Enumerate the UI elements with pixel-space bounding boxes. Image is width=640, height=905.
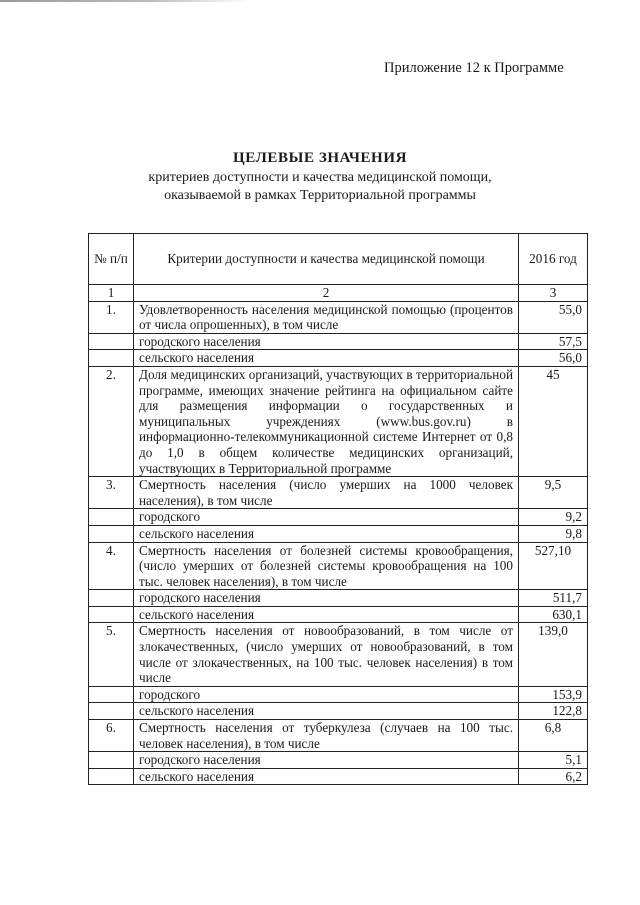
appendix-label: Приложение 12 к Программе <box>384 60 564 76</box>
table-index-row <box>89 285 588 302</box>
table-row <box>89 509 588 526</box>
row-criteria: городского <box>134 509 519 526</box>
row-num <box>89 509 134 526</box>
row-value: 511,7 <box>519 590 588 607</box>
row-num: 4. <box>89 542 134 590</box>
table-row <box>89 752 588 769</box>
table-row <box>89 720 588 752</box>
row-criteria: городского <box>134 686 519 703</box>
row-value: 6,8 <box>519 720 588 752</box>
row-value: 9,8 <box>519 525 588 542</box>
table-row <box>89 301 588 333</box>
row-value: 122,8 <box>519 703 588 720</box>
row-criteria: сельского населения <box>134 525 519 542</box>
row-num: 3. <box>89 477 134 509</box>
row-num <box>89 333 134 350</box>
row-num <box>89 686 134 703</box>
row-value: 153,9 <box>519 686 588 703</box>
row-criteria: городского населения <box>134 333 519 350</box>
row-criteria: сельского населения <box>134 606 519 623</box>
document-title: ЦЕЛЕВЫЕ ЗНАЧЕНИЯ <box>232 150 408 166</box>
header-criteria: Критерии доступности и качества медицинской помощи <box>134 234 519 285</box>
table-row <box>89 350 588 367</box>
row-num: 6. <box>89 720 134 752</box>
row-value: 6,2 <box>519 768 588 785</box>
table-row <box>89 703 588 720</box>
row-value: 56,0 <box>519 350 588 367</box>
index-cell-3: 3 <box>519 285 588 302</box>
header-year: 2016 год <box>519 234 588 285</box>
document-subtitle-line-1: критериев доступности и качества медицинской помощи, <box>148 170 492 185</box>
row-criteria: Смертность населения от новообразований, в том числе от злокачественных, (число умерших от новообразований, в том числе от злокачественных, на 100 тыс. человек населения) в том числе <box>134 623 519 686</box>
row-num <box>89 752 134 769</box>
row-value: 57,5 <box>519 333 588 350</box>
row-criteria: сельского населения <box>134 703 519 720</box>
row-num: 2. <box>89 366 134 476</box>
table-header-row <box>89 234 588 285</box>
row-num: 1. <box>89 301 134 333</box>
table-row <box>89 768 588 785</box>
row-criteria: сельского населения <box>134 768 519 785</box>
row-value: 5,1 <box>519 752 588 769</box>
row-criteria: городского населения <box>134 590 519 607</box>
index-cell-1: 1 <box>89 285 134 302</box>
row-num <box>89 606 134 623</box>
table-row <box>89 525 588 542</box>
table-row <box>89 686 588 703</box>
row-criteria: Удовлетворенность населения медицинской помощью (процентов от числа опрошенных), в том числе <box>134 301 519 333</box>
document-subtitle-line-2: оказываемой в рамках Территориальной программы <box>164 188 476 203</box>
row-value: 55,0 <box>519 301 588 333</box>
row-num <box>89 590 134 607</box>
row-value: 9,2 <box>519 509 588 526</box>
row-criteria: Смертность населения от болезней системы кровообращения, (число умерших от болезней системы кровообращения на 100 тыс. человек населения), в том числе <box>134 542 519 590</box>
row-criteria: Доля медицинских организаций, участвующих в территориальной программе, имеющих значение рейтинга на официальном сайте для размещения информации о государственных и муниципальных учреждениях (www.bus.gov.ru) в информационно-телекоммуникационной системе Интернет от 0,8 до 1,0 в общем количестве медицинских организаций, участвующих в Территориальной программе <box>134 366 519 476</box>
row-num: 5. <box>89 623 134 686</box>
row-criteria: сельского населения <box>134 350 519 367</box>
row-value: 45 <box>519 366 588 476</box>
header-num: № п/п <box>89 234 134 285</box>
row-num <box>89 350 134 367</box>
index-cell-2: 2 <box>134 285 519 302</box>
row-value: 9,5 <box>519 477 588 509</box>
row-value: 139,0 <box>519 623 588 686</box>
row-criteria: городского населения <box>134 752 519 769</box>
row-num <box>89 768 134 785</box>
row-value: 527,10 <box>519 542 588 590</box>
row-criteria: Смертность населения от туберкулеза (случаев на 100 тыс. человек населения), в том числе <box>134 720 519 752</box>
scan-edge-line <box>0 0 250 2</box>
row-num <box>89 525 134 542</box>
table-row <box>89 477 588 509</box>
row-value: 630,1 <box>519 606 588 623</box>
row-num <box>89 703 134 720</box>
table-row <box>89 623 588 686</box>
row-criteria: Смертность населения (число умерших на 1000 человек населения), в том числе <box>134 477 519 509</box>
table-row <box>89 333 588 350</box>
table-row <box>89 366 588 476</box>
table-row <box>89 590 588 607</box>
table-row <box>89 606 588 623</box>
table-row <box>89 542 588 590</box>
criteria-table <box>88 233 588 785</box>
